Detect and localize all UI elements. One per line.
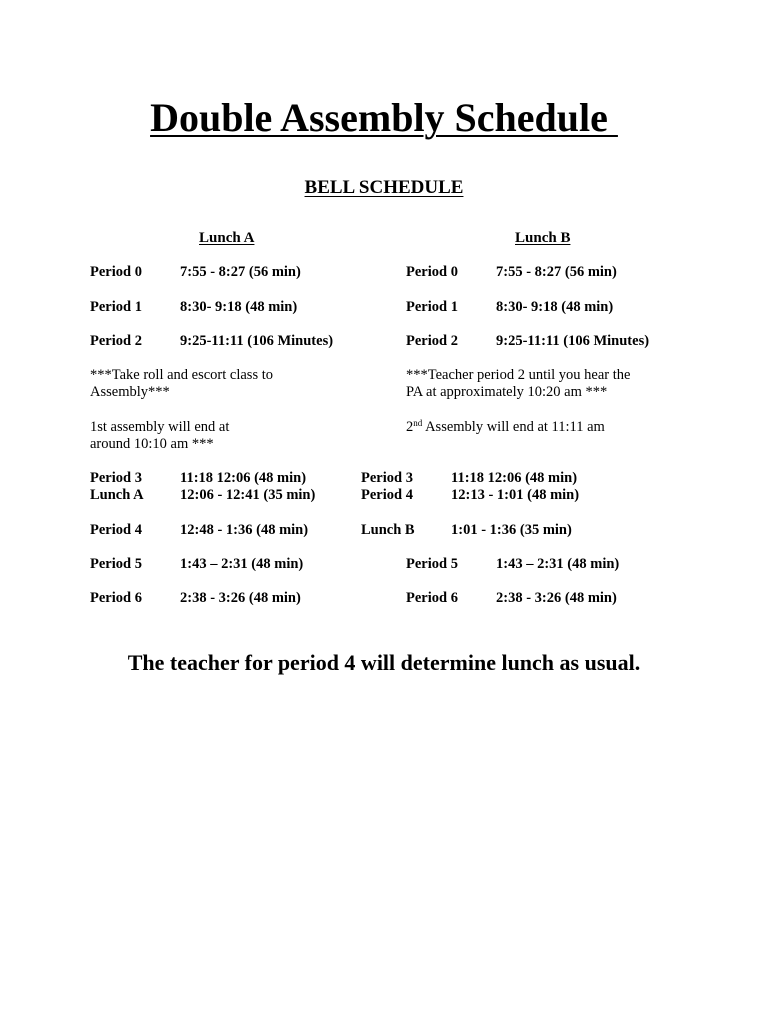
- lunch-a-period-label: Period 2: [90, 333, 142, 349]
- lunch-a-heading: Lunch A: [199, 230, 255, 246]
- lunch-b-period-label: Period 5: [406, 556, 458, 572]
- lunch-a-period-time: 9:25-11:11 (106 Minutes): [180, 333, 334, 349]
- lunch-b-period-time: 8:30- 9:18 (48 min): [496, 299, 614, 315]
- lunch-b-period-label: Period 0: [406, 264, 458, 280]
- page-title: Double Assembly Schedule: [150, 95, 618, 140]
- lunch-a-period-time: 8:30- 9:18 (48 min): [180, 299, 298, 315]
- lunch-a-period-time: 12:48 - 1:36 (48 min): [180, 522, 309, 538]
- lunch-a-lunch-label: Lunch A: [90, 487, 144, 503]
- note-text: Assembly will end at 11:11 am: [422, 419, 605, 435]
- lunch-a-lunch-time: 12:06 - 12:41 (35 min): [180, 487, 316, 503]
- ordinal-suffix: nd: [413, 418, 423, 428]
- lunch-b-period-label: Period 6: [406, 590, 458, 606]
- lunch-a-period-label: Period 3: [90, 470, 142, 486]
- lunch-a-period-label: Period 1: [90, 299, 142, 315]
- lunch-a-note-assembly-end: 1st assembly will end at around 10:10 am ***: [90, 419, 230, 452]
- lunch-b-period-label: Period 2: [406, 333, 458, 349]
- lunch-a-period-time: 11:18 12:06 (48 min): [180, 470, 307, 486]
- lunch-b-period-label: Period 3: [361, 470, 413, 486]
- lunch-a-note-roll: ***Take roll and escort class to Assembly***: [90, 367, 273, 400]
- bell-schedule-heading: BELL SCHEDULE: [304, 177, 464, 198]
- lunch-b-period-label: Period 4: [361, 487, 413, 503]
- lunch-b-period-time: 12:13 - 1:01 (48 min): [451, 487, 580, 503]
- lunch-b-period-label: Period 1: [406, 299, 458, 315]
- lunch-b-period-time: 9:25-11:11 (106 Minutes): [496, 333, 650, 349]
- lunch-b-period-time: 7:55 - 8:27 (56 min): [496, 264, 617, 280]
- lunch-b-note-teacher: ***Teacher period 2 until you hear the PA at approximately 10:20 am ***: [406, 367, 631, 400]
- lunch-b-heading: Lunch B: [515, 230, 571, 246]
- lunch-a-period-label: Period 0: [90, 264, 142, 280]
- lunch-note-footer: The teacher for period 4 will determine lunch as usual.: [127, 650, 641, 675]
- lunch-b-period-time: 1:43 – 2:31 (48 min): [496, 556, 620, 572]
- lunch-a-period-label: Period 6: [90, 590, 142, 606]
- ordinal-number: 2: [406, 419, 414, 435]
- lunch-a-period-label: Period 4: [90, 522, 142, 538]
- lunch-b-lunch-label: Lunch B: [361, 522, 415, 538]
- lunch-b-note-assembly-end: [406, 419, 605, 436]
- lunch-a-period-time: 1:43 – 2:31 (48 min): [180, 556, 304, 572]
- lunch-a-period-time: 7:55 - 8:27 (56 min): [180, 264, 301, 280]
- lunch-b-lunch-time: 1:01 - 1:36 (35 min): [451, 522, 572, 538]
- lunch-a-period-label: Period 5: [90, 556, 142, 572]
- lunch-b-period-time: 11:18 12:06 (48 min): [451, 470, 578, 486]
- lunch-b-period-time: 2:38 - 3:26 (48 min): [496, 590, 617, 606]
- lunch-a-period-time: 2:38 - 3:26 (48 min): [180, 590, 301, 606]
